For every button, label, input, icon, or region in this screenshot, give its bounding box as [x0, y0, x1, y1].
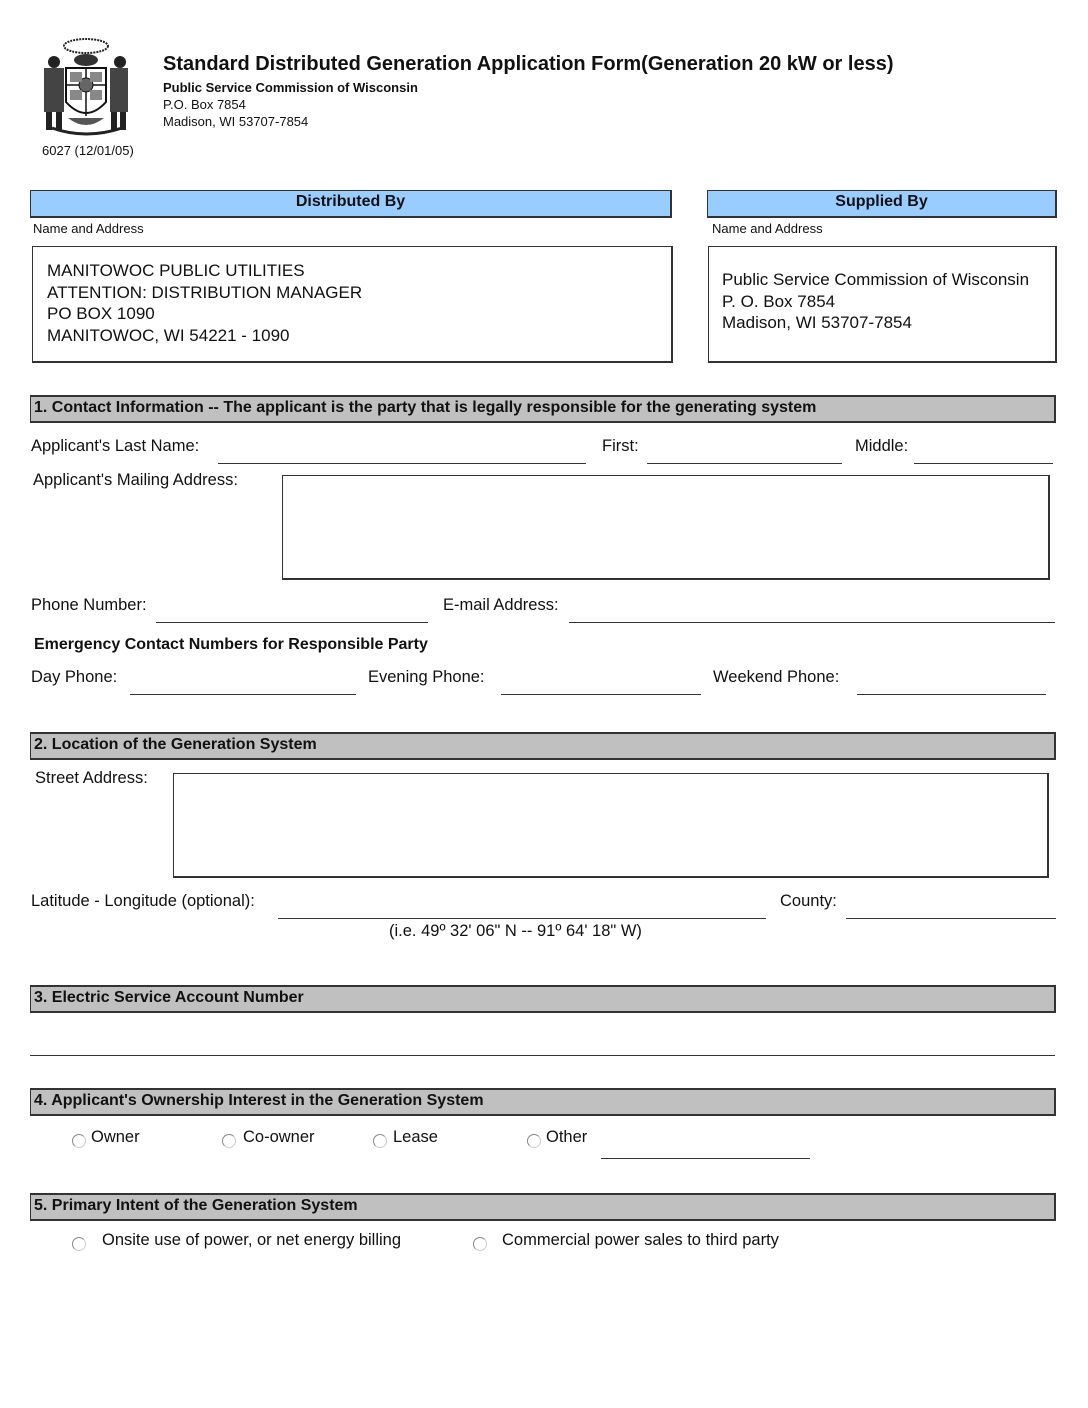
supplied-by-sublabel: Name and Address [712, 221, 823, 236]
day-phone-field[interactable] [130, 675, 356, 695]
middle-name-field[interactable] [914, 444, 1053, 464]
option-label: Owner [91, 1128, 140, 1146]
option-label: Lease [393, 1128, 438, 1146]
evening-phone-field[interactable] [501, 675, 701, 695]
weekend-phone-label: Weekend Phone: [713, 668, 840, 686]
option-label: Co-owner [243, 1128, 315, 1146]
last-name-field[interactable] [218, 444, 586, 464]
emergency-contact-heading: Emergency Contact Numbers for Responsible Party [34, 636, 428, 653]
ownership-other-field[interactable] [601, 1139, 810, 1159]
address-line: PO BOX 1090 [47, 304, 155, 323]
county-label: County: [780, 892, 837, 910]
latlong-label: Latitude - Longitude (optional): [31, 892, 255, 910]
evening-phone-label: Evening Phone: [368, 668, 485, 686]
distributed-by-address [32, 246, 673, 363]
weekend-phone-field[interactable] [857, 675, 1046, 695]
address-line: MANITOWOC PUBLIC UTILITIES [47, 261, 305, 280]
first-name-label: First: [602, 437, 639, 455]
wisconsin-seal-icon [38, 32, 134, 140]
address-line: MANITOWOC, WI 54221 - 1090 [47, 325, 290, 345]
organization-name: Public Service Commission of Wisconsin [163, 80, 418, 95]
radio-button[interactable] [527, 1134, 541, 1148]
distributed-by-sublabel: Name and Address [33, 221, 144, 236]
phone-number-label: Phone Number: [31, 596, 147, 614]
last-name-label: Applicant's Last Name: [31, 437, 200, 455]
street-address-label: Street Address: [35, 769, 148, 787]
section4-heading: 4. Applicant's Ownership Interest in the Generation System [30, 1088, 1056, 1116]
mailing-address-label: Applicant's Mailing Address: [33, 471, 238, 489]
address-line: Madison, WI 53707-7854 [722, 313, 912, 332]
mailing-address-field[interactable] [282, 475, 1050, 580]
county-field[interactable] [846, 899, 1056, 919]
street-address-field[interactable] [173, 773, 1049, 878]
supplied-by-heading: Supplied By [707, 190, 1057, 218]
supplied-by-address [708, 246, 1057, 363]
org-address-line2: Madison, WI 53707-7854 [163, 114, 309, 129]
option-label: Commercial power sales to third party [502, 1231, 779, 1249]
radio-button[interactable] [222, 1134, 236, 1148]
section1-heading: 1. Contact Information -- The applicant is the party that is legally responsible for the generating system [30, 395, 1056, 423]
option-label: Onsite use of power, or net energy billing [102, 1231, 402, 1249]
phone-number-field[interactable] [156, 603, 428, 623]
form-title: Standard Distributed Generation Application Form(Generation 20 kW or less) [163, 53, 894, 75]
address-line: Public Service Commission of Wisconsin [722, 270, 1030, 289]
email-address-label: E-mail Address: [443, 596, 559, 614]
form-number: 6027 (12/01/05) [42, 143, 134, 158]
radio-button[interactable] [373, 1134, 387, 1148]
distributed-by-heading: Distributed By [30, 190, 672, 218]
address-line: ATTENTION: DISTRIBUTION MANAGER [47, 282, 363, 302]
middle-name-label: Middle: [855, 437, 909, 455]
section3-heading: 3. Electric Service Account Number [30, 985, 1056, 1013]
section5-heading: 5. Primary Intent of the Generation System [30, 1193, 1056, 1221]
radio-button[interactable] [72, 1237, 86, 1251]
account-number-field[interactable] [30, 1036, 1055, 1056]
address-line: P. O. Box 7854 [722, 291, 836, 311]
latlong-field[interactable] [278, 899, 766, 919]
latlong-hint: (i.e. 49º 32' 06" N -- 91º 64' 18" W) [389, 922, 642, 940]
org-address-line1: P.O. Box 7854 [163, 97, 246, 112]
email-address-field[interactable] [569, 603, 1055, 623]
radio-button[interactable] [473, 1237, 487, 1251]
first-name-field[interactable] [647, 444, 842, 464]
day-phone-label: Day Phone: [31, 668, 118, 686]
section2-heading: 2. Location of the Generation System [30, 732, 1056, 760]
radio-button[interactable] [72, 1134, 86, 1148]
option-label: Other [546, 1128, 588, 1146]
